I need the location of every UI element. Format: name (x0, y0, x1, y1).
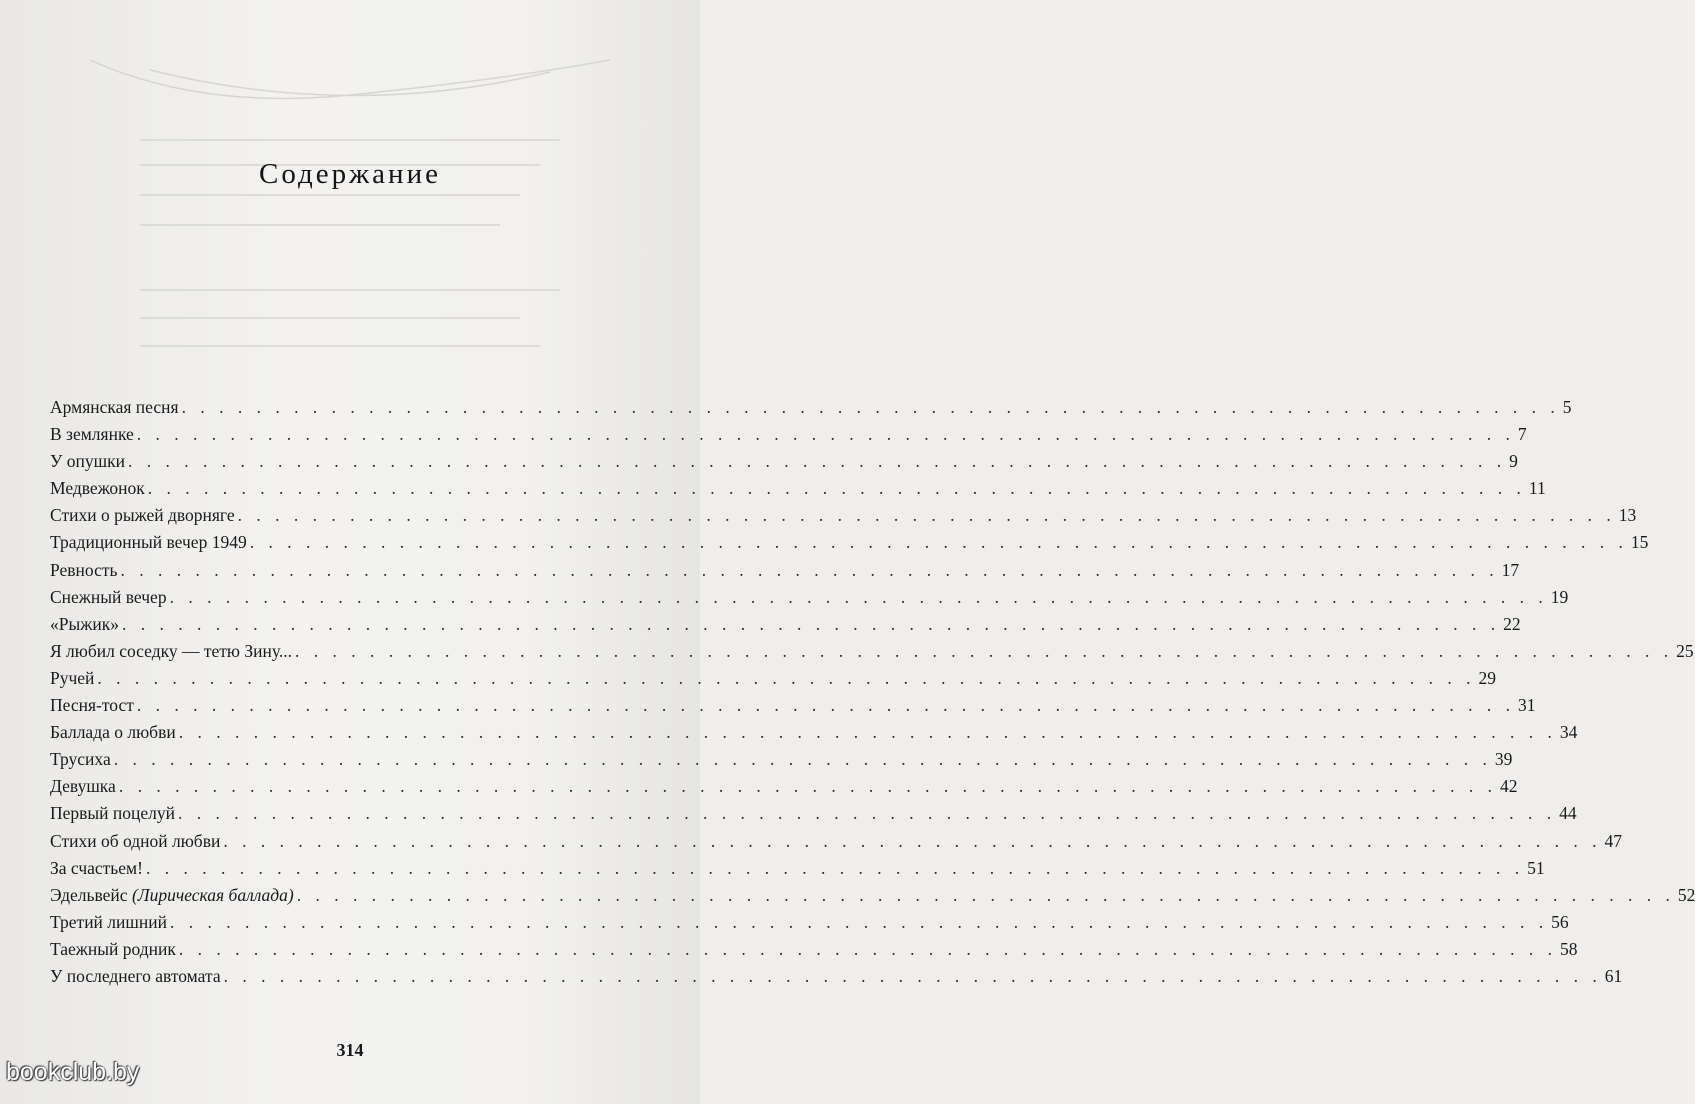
toc-entry (50, 828, 1622, 855)
toc-entry-title: За счастьем! (50, 857, 143, 878)
toc-entry-page: 34 (1559, 722, 1578, 743)
dot-leader: . . . . . . . . . . . . . . . . . . . . . . . . . . . . . . . . . . . . . . . . . . . . . . . . . . . . . . . . . . . . . . . . . . . . . . . . . . (113, 749, 1492, 770)
toc-entry-page: 42 (1499, 776, 1518, 797)
toc-entry (50, 665, 1497, 692)
toc-entry-page: 47 (1604, 830, 1622, 851)
toc-entry-page: 52 (1677, 884, 1695, 905)
toc-entry-page: 17 (1501, 559, 1520, 580)
toc-entry-title: Армянская песня (50, 397, 179, 417)
toc-entry-page: 25 (1676, 640, 1694, 661)
toc-entry-title: Эдельвейс (Лирическая баллада) (50, 884, 294, 905)
toc-entry (50, 692, 1536, 719)
toc-entry (50, 502, 1637, 529)
toc-entry-title: Третий лишний (50, 911, 167, 932)
toc-entry-title: У последнего автомата (50, 965, 221, 986)
toc-entry (50, 394, 1572, 421)
page-title: Содержание (259, 158, 441, 190)
toc-entry-title: В землянке (50, 424, 134, 445)
toc-entry (50, 448, 1518, 475)
dot-leader: . . . . . . . . . . . . . . . . . . . . . . . . . . . . . . . . . . . . . . . . . . . . . . . . . . . . . . . . . . . . . . . . . . . . . . . . . . (169, 911, 1549, 932)
dot-leader: . . . . . . . . . . . . . . . . . . . . . . . . . . . . . . . . . . . . . . . . . . . . . . . . . . . . . . . . . . . . . . . . . . . . . . . . . . (118, 776, 1497, 797)
toc-entry-title: Баллада о любви (50, 722, 176, 743)
toc-entry-page: 5 (1562, 397, 1572, 417)
toc-entry (50, 855, 1545, 882)
dot-leader: . . . . . . . . . . . . . . . . . . . . . . . . . . . . . . . . . . . . . . . . . . . . . . . . . . . . . . . . . . . . . . . . . . . . . . . . . . (178, 938, 1558, 959)
table-of-contents (50, 394, 1695, 990)
toc-entry (50, 800, 1577, 827)
toc-entry (50, 529, 1649, 556)
toc-entry (50, 584, 1569, 611)
dot-leader: . . . . . . . . . . . . . . . . . . . . . . . . . . . . . . . . . . . . . . . . . . . . . . . . . . . . . . . . . . . . . . . . . . . . . . . . . . (223, 965, 1602, 986)
toc-entry-page: 39 (1494, 749, 1513, 770)
toc-entry-title: Таежный родник (50, 938, 176, 959)
toc-entry-page: 29 (1478, 667, 1497, 688)
dot-leader: . . . . . . . . . . . . . . . . . . . . . . . . . . . . . . . . . . . . . . . . . . . . . . . . . . . . . . . . . . . . . . . . . . . . . . . . . . (136, 424, 1515, 445)
toc-entry-title: Трусиха (50, 749, 111, 770)
toc-entry-page: 31 (1518, 695, 1536, 716)
toc-entry-page: 51 (1527, 857, 1545, 878)
toc-entry-page: 44 (1559, 803, 1577, 824)
dot-leader: . . . . . . . . . . . . . . . . . . . . . . . . . . . . . . . . . . . . . . . . . . . . . . . . . . . . . . . . . . . . . . . . . . . . . . . . . . (237, 505, 1616, 526)
toc-entry-page: 22 (1503, 613, 1521, 634)
dot-leader: . . . . . . . . . . . . . . . . . . . . . . . . . . . . . . . . . . . . . . . . . . . . . . . . . . . . . . . . . . . . . . . . . . . . . . . . . . (178, 722, 1557, 743)
page-number: 314 (336, 1040, 364, 1060)
toc-entry-title: Снежный вечер (50, 586, 167, 607)
dot-leader: . . . . . . . . . . . . . . . . . . . . . . . . . . . . . . . . . . . . . . . . . . . . . . . . . . . . . . . . . . . . . . . . . . . . . . . . . . (147, 478, 1526, 499)
dot-leader: . . . . . . . . . . . . . . . . . . . . . . . . . . . . . . . . . . . . . . . . . . . . . . . . . . . . . . . . . . . . . . . . . . . . . . . . . . (136, 695, 1515, 716)
toc-entry-title: Песня-тост (50, 695, 134, 716)
toc-entry-title: Медвежонок (50, 478, 145, 499)
toc-entry-subtitle: (Лирическая баллада) (131, 884, 294, 905)
toc-entry-title: Стихи о рыжей дворняге (50, 505, 235, 526)
toc-entry-page: 19 (1550, 586, 1569, 607)
toc-entry-page: 7 (1517, 424, 1527, 445)
toc-entry-page: 61 (1604, 965, 1623, 986)
dot-leader: . . . . . . . . . . . . . . . . . . . . . . . . . . . . . . . . . . . . . . . . . . . . . . . . . . . . . . . . . . . . . . . . . . . . . . . . . . (178, 803, 1557, 824)
dot-leader: . . . . . . . . . . . . . . . . . . . . . . . . . . . . . . . . . . . . . . . . . . . . . . . . . . . . . . . . . . . . . . . . . . . . . . . . . . (296, 884, 1675, 905)
toc-entry (50, 882, 1695, 909)
dot-leader: . . . . . . . . . . . . . . . . . . . . . . . . . . . . . . . . . . . . . . . . . . . . . . . . . . . . . . . . . . . . . . . . . . . . . . . . . . (223, 830, 1602, 851)
dot-leader: . . . . . . . . . . . . . . . . . . . . . . . . . . . . . . . . . . . . . . . . . . . . . . . . . . . . . . . . . . . . . . . . . . . . . . . . . . (127, 451, 1507, 472)
toc-entry-title: Я любил соседку — тетю Зину... (50, 640, 292, 661)
toc-entry (50, 773, 1518, 800)
toc-entry (50, 475, 1546, 502)
watermark-label: bookclub.by (6, 1058, 140, 1086)
dot-leader: . . . . . . . . . . . . . . . . . . . . . . . . . . . . . . . . . . . . . . . . . . . . . . . . . . . . . . . . . . . . . . . . . . . . . . . . . . (249, 532, 1628, 553)
toc-entry (50, 909, 1569, 936)
toc-entry (50, 638, 1694, 665)
toc-entry (50, 719, 1578, 746)
toc-entry-page: 9 (1509, 451, 1518, 472)
toc-entry-title: У опушки (50, 451, 125, 472)
toc-entry (50, 746, 1513, 773)
toc-entry (50, 611, 1521, 638)
toc-entry-title: Ревность (50, 559, 118, 580)
dot-leader: . . . . . . . . . . . . . . . . . . . . . . . . . . . . . . . . . . . . . . . . . . . . . . . . . . . . . . . . . . . . . . . . . . . . . . . . . . (295, 640, 1674, 661)
toc-entry (50, 963, 1623, 990)
dot-leader: . . . . . . . . . . . . . . . . . . . . . . . . . . . . . . . . . . . . . . . . . . . . . . . . . . . . . . . . . . . . . . . . . . . . . . . . . . (121, 613, 1501, 634)
dot-leader: . . . . . . . . . . . . . . . . . . . . . . . . . . . . . . . . . . . . . . . . . . . . . . . . . . . . . . . . . . . . . . . . . . . . . . . . . . (145, 857, 1525, 878)
dot-leader: . . . . . . . . . . . . . . . . . . . . . . . . . . . . . . . . . . . . . . . . . . . . . . . . . . . . . . . . . . . . . . . . . . . . . . . . . . (181, 397, 1560, 417)
toc-entry-title: Девушка (50, 776, 116, 797)
toc-entry-page: 58 (1560, 938, 1578, 959)
toc-entry (50, 421, 1527, 448)
toc-entry-title: Ручей (50, 667, 95, 688)
toc-entry-page: 15 (1630, 532, 1649, 553)
toc-entry-title: Первый поцелуй (50, 803, 176, 824)
toc-entry-page: 56 (1551, 911, 1569, 932)
toc-entry (50, 936, 1578, 963)
dot-leader: . . . . . . . . . . . . . . . . . . . . . . . . . . . . . . . . . . . . . . . . . . . . . . . . . . . . . . . . . . . . . . . . . . . . . . . . . . (120, 559, 1499, 580)
toc-entry-title: Стихи об одной любви (50, 830, 221, 851)
dot-leader: . . . . . . . . . . . . . . . . . . . . . . . . . . . . . . . . . . . . . . . . . . . . . . . . . . . . . . . . . . . . . . . . . . . . . . . . . . (169, 586, 1548, 607)
toc-entry-page: 13 (1618, 505, 1637, 526)
toc-entry-page: 11 (1528, 478, 1546, 499)
toc-entry-title: «Рыжик» (50, 613, 119, 634)
toc-entry-title: Традиционный вечер 1949 (50, 532, 247, 553)
toc-entry (50, 557, 1520, 584)
dot-leader: . . . . . . . . . . . . . . . . . . . . . . . . . . . . . . . . . . . . . . . . . . . . . . . . . . . . . . . . . . . . . . . . . . . . . . . . . . (97, 667, 1476, 688)
